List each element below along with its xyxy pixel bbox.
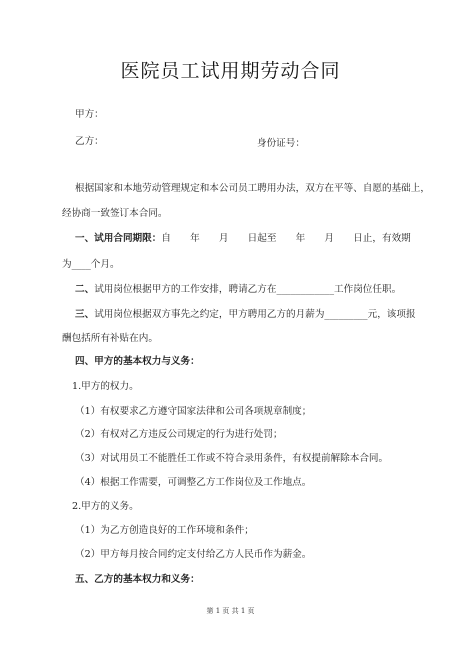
clause-3-line-1	[75, 308, 415, 322]
intro-line-1: 根据国家和本地劳动管理规定和本公司员工聘用办法，双方在平等、自愿的基础上，	[75, 183, 430, 194]
party-a-duties-title: 2.甲方的义务。	[72, 501, 139, 512]
party-a-rights-title: 1.甲方的权力。	[72, 381, 139, 392]
clause-1-line-1	[75, 232, 415, 246]
duty-item-2: （2）甲方每月按合同约定支付给乙方人民币作为薪金。	[75, 549, 312, 560]
clause-1-line-2: 为____个月。	[62, 259, 120, 270]
clause-1-text: 自 年 月 日起至 年 月 日止，有效期	[161, 233, 411, 244]
page-footer: 第 1 页 共 1 页	[206, 607, 255, 615]
clause-3-heading: 三、	[75, 309, 95, 320]
right-item-3: （3）对试用员工不能胜任工作或不符合录用条件，有权提前解除本合同。	[75, 453, 389, 464]
id-number-label: 身份证号：	[257, 138, 305, 149]
clause-4-heading: 四、甲方的基本权力与义务：	[75, 356, 200, 367]
clause-1-heading: 一、试用合同期限：	[75, 233, 162, 244]
intro-line-2: 经协商一致签订本合同。	[62, 208, 168, 219]
right-item-2: （2）有权对乙方违反公司规定的行为进行处罚；	[75, 429, 283, 440]
clause-3-line-2: 酬包括所有补贴在内。	[62, 333, 158, 344]
clause-5-heading: 五、乙方的基本权力和义务：	[75, 574, 200, 585]
clause-2	[75, 283, 415, 297]
document-title: 医院员工试用期劳动合同	[120, 60, 341, 82]
clause-3-text: 试用岗位根据双方事先之约定，甲方聘用乙方的月薪为_________元，该项报	[94, 309, 416, 320]
party-a-label: 甲方：	[75, 109, 104, 120]
right-item-4: （4）根据工作需要，可调整乙方工作岗位及工作地点。	[75, 477, 312, 488]
duty-item-1: （1）为乙方创造良好的工作环境和条件；	[75, 525, 254, 536]
clause-2-heading: 二、	[75, 284, 95, 295]
party-b-label: 乙方：	[75, 136, 104, 147]
right-item-1: （1）有权要求乙方遵守国家法律和公司各项规章制度；	[75, 406, 312, 417]
clause-2-text: 试用岗位根据甲方的工作安排，聘请乙方在____________工作岗位任职。	[94, 284, 402, 295]
